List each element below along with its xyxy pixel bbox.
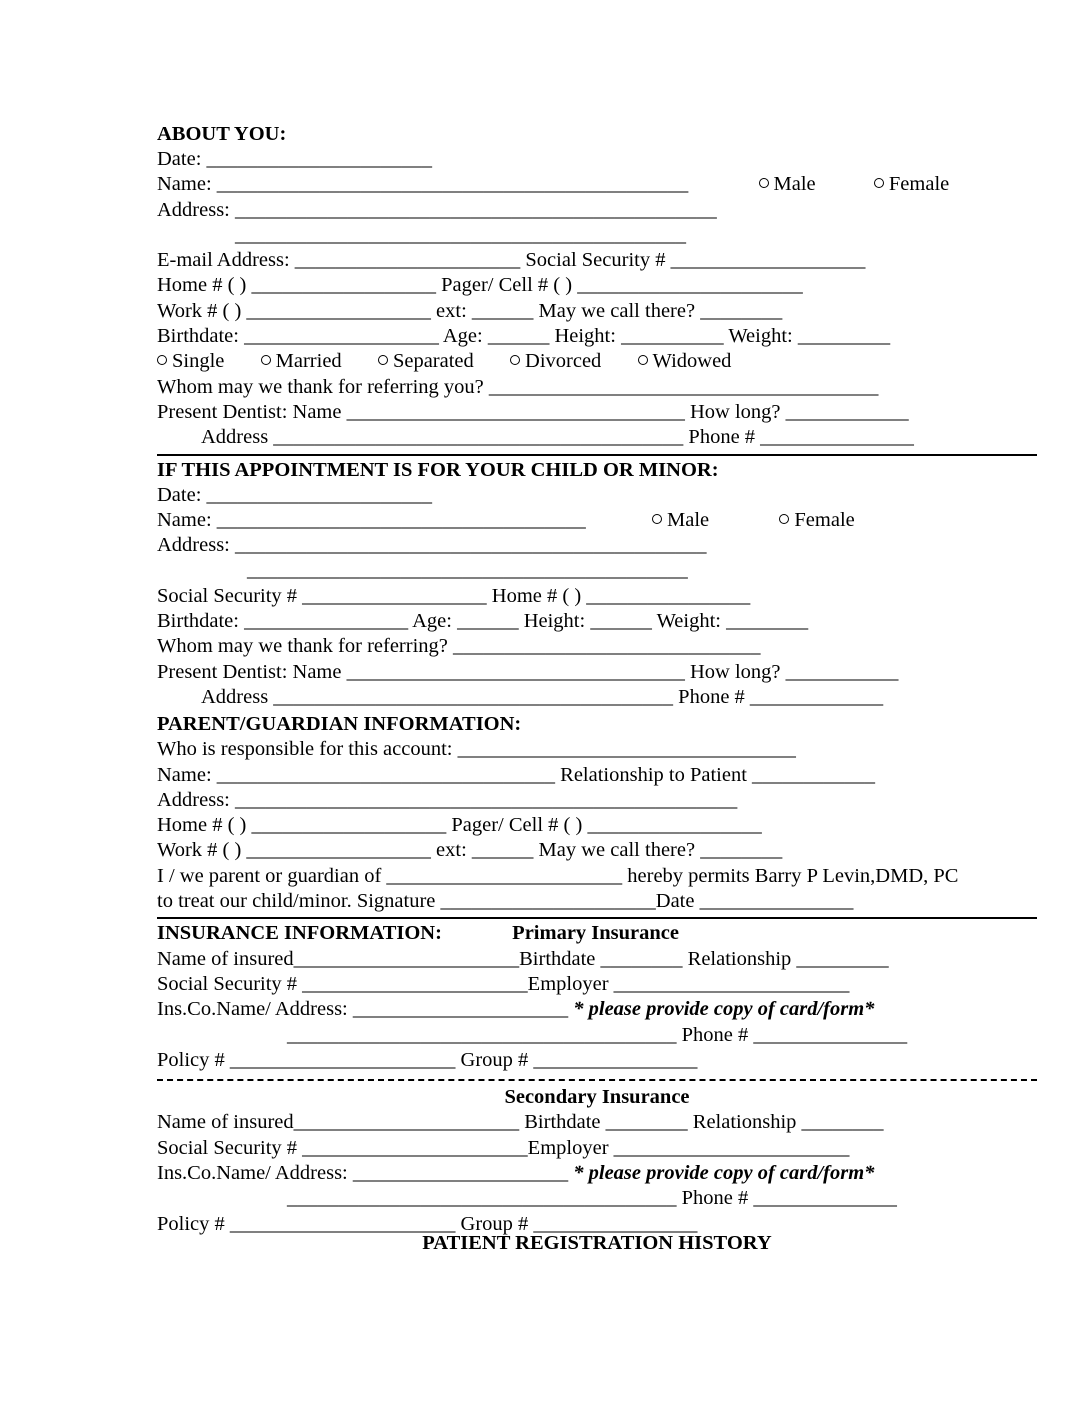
divider-about-you bbox=[157, 454, 1037, 456]
primary-phone[interactable]: ______________________________________ Phone # _______________ bbox=[287, 1023, 908, 1046]
field-date-label[interactable]: Date: ______________________ bbox=[157, 148, 433, 170]
child-field-ssn-home[interactable]: Social Security # __________________ Home # ( ) ________________ bbox=[157, 584, 751, 607]
field-work-ext[interactable]: Work # ( ) __________________ ext: ______ May we call there? ________ bbox=[157, 299, 783, 322]
married-radio-icon[interactable] bbox=[261, 355, 271, 365]
child-field-dentist-address bbox=[157, 685, 1037, 710]
field-address-1[interactable]: Address: _______________________________________________ bbox=[157, 198, 717, 221]
primary-insco-text[interactable]: Ins.Co.Name/ Address: _____________________ bbox=[157, 998, 574, 1021]
secondary-insco-row bbox=[157, 1161, 1037, 1186]
section-title-about-you: ABOUT YOU: bbox=[157, 123, 287, 145]
secondary-insured[interactable]: Name of insured______________________ Birthdate ________ Relationship ________ bbox=[157, 1111, 884, 1134]
child-field-address-2[interactable]: ___________________________________________ bbox=[247, 559, 688, 582]
widowed-label: Widowed bbox=[652, 350, 732, 373]
primary-ssn-employer[interactable]: Social Security # ______________________Employer _______________________ bbox=[157, 972, 850, 995]
guardian-field-permits[interactable]: I / we parent or guardian of _______________________ hereby permits Barry P Levin,DMD, PC bbox=[157, 864, 959, 887]
marital-married[interactable] bbox=[261, 350, 342, 372]
separated-radio-icon[interactable] bbox=[378, 355, 388, 365]
section-title-child-minor: IF THIS APPOINTMENT IS FOR YOUR CHILD OR MINOR: bbox=[157, 458, 719, 481]
secondary-insco-text[interactable]: Ins.Co.Name/ Address: _____________________ bbox=[157, 1161, 574, 1184]
guardian-field-work-ext[interactable]: Work # ( ) __________________ ext: ______ May we call there? ________ bbox=[157, 839, 783, 862]
secondary-insco-note: * please provide copy of card/form* bbox=[573, 1161, 875, 1184]
marital-widowed[interactable] bbox=[638, 350, 732, 372]
divorced-radio-icon[interactable] bbox=[510, 355, 520, 365]
female-radio-icon[interactable] bbox=[874, 178, 884, 188]
radio-female[interactable] bbox=[874, 173, 949, 195]
field-dentist-address bbox=[157, 425, 1037, 450]
child-radio-female[interactable] bbox=[779, 509, 854, 531]
guardian-field-home-pager[interactable]: Home # ( ) ___________________ Pager/ Cell # ( ) _________________ bbox=[157, 814, 762, 837]
radio-male[interactable] bbox=[759, 173, 816, 195]
secondary-ssn-employer[interactable]: Social Security # ______________________Employer _______________________ bbox=[157, 1136, 850, 1159]
primary-policy-group[interactable]: Policy # ______________________ Group # ________________ bbox=[157, 1048, 698, 1071]
female-label: Female bbox=[888, 173, 950, 196]
divider-insurance-dashed bbox=[157, 1079, 1037, 1081]
primary-insured[interactable]: Name of insured______________________Birthdate ________ Relationship _________ bbox=[157, 947, 889, 970]
married-label: Married bbox=[275, 350, 342, 373]
male-radio-icon[interactable] bbox=[759, 178, 769, 188]
field-date bbox=[157, 147, 1037, 172]
male-radio-icon[interactable] bbox=[652, 514, 662, 524]
single-radio-icon[interactable] bbox=[157, 355, 167, 365]
page-footer-title: PATIENT REGISTRATION HISTORY bbox=[422, 1232, 772, 1254]
secondary-phone[interactable]: ______________________________________ Phone # ______________ bbox=[287, 1187, 897, 1210]
male-label: Male bbox=[773, 173, 816, 196]
child-field-date[interactable]: Date: ______________________ bbox=[157, 483, 433, 506]
field-name-label[interactable]: Name: ______________________________________________ bbox=[157, 173, 689, 196]
female-label: Female bbox=[794, 508, 855, 531]
marital-status-row bbox=[157, 349, 1037, 374]
divorced-label: Divorced bbox=[525, 350, 602, 373]
field-birthdate-age[interactable]: Birthdate: ___________________ Age: ______ Height: __________ Weight: _________ bbox=[157, 325, 891, 348]
marital-single[interactable] bbox=[157, 350, 224, 372]
single-label: Single bbox=[172, 350, 225, 373]
subtitle-secondary-insurance-row bbox=[157, 1085, 1037, 1110]
subtitle-primary-insurance: Primary Insurance bbox=[512, 922, 679, 945]
separated-label: Separated bbox=[392, 350, 474, 373]
guardian-field-signature[interactable]: to treat our child/minor. Signature _____________________Date _______________ bbox=[157, 890, 854, 913]
child-field-address-1[interactable]: Address: ______________________________________________ bbox=[157, 534, 707, 557]
guardian-field-address[interactable]: Address: _________________________________________________ bbox=[157, 788, 738, 811]
guardian-field-name-relationship[interactable]: Name: _________________________________ Relationship to Patient ____________ bbox=[157, 763, 876, 786]
section-title-parent-guardian: PARENT/GUARDIAN INFORMATION: bbox=[157, 713, 522, 736]
primary-insco-note: * please provide copy of card/form* bbox=[573, 998, 875, 1021]
guardian-field-responsible[interactable]: Who is responsible for this account: _________________________________ bbox=[157, 738, 796, 761]
field-referring[interactable]: Whom may we thank for referring you? ______________________________________ bbox=[157, 375, 879, 398]
field-present-dentist[interactable]: Present Dentist: Name _________________________________ How long? ____________ bbox=[157, 400, 909, 423]
field-email-ssn[interactable]: E-mail Address: ______________________ Social Security # ___________________ bbox=[157, 249, 866, 272]
marital-separated[interactable] bbox=[378, 350, 474, 372]
primary-insco-row bbox=[157, 997, 1037, 1022]
child-field-present-dentist[interactable]: Present Dentist: Name _________________________________ How long? ___________ bbox=[157, 660, 899, 683]
secondary-policy-group[interactable]: Policy # ______________________ Group # ________________ bbox=[157, 1212, 698, 1235]
female-radio-icon[interactable] bbox=[779, 514, 789, 524]
field-name-row bbox=[157, 172, 1037, 197]
form-content bbox=[157, 122, 1037, 1237]
child-radio-male[interactable] bbox=[652, 509, 709, 531]
field-address-2[interactable]: ____________________________________________ bbox=[235, 223, 686, 246]
section-title-insurance-row bbox=[157, 921, 1037, 946]
field-home-pager[interactable]: Home # ( ) __________________ Pager/ Cell # ( ) ______________________ bbox=[157, 274, 803, 297]
child-field-name-row bbox=[157, 508, 1037, 533]
marital-divorced[interactable] bbox=[510, 350, 601, 372]
widowed-radio-icon[interactable] bbox=[638, 355, 648, 365]
subtitle-secondary-insurance: Secondary Insurance bbox=[504, 1086, 690, 1109]
child-field-referring[interactable]: Whom may we thank for referring? ______________________________ bbox=[157, 635, 761, 658]
section-title-insurance: INSURANCE INFORMATION: bbox=[157, 922, 442, 945]
male-label: Male bbox=[667, 508, 710, 531]
child-field-name-label[interactable]: Name: ____________________________________ bbox=[157, 508, 586, 531]
field-dentist-address-text[interactable]: Address ________________________________________ Phone # _______________ bbox=[201, 426, 914, 449]
child-field-dentist-address-text[interactable]: Address _______________________________________ Phone # _____________ bbox=[201, 685, 884, 708]
divider-parent-guardian bbox=[157, 917, 1037, 919]
child-field-birthdate[interactable]: Birthdate: ________________ Age: ______ Height: ______ Weight: ________ bbox=[157, 610, 809, 633]
